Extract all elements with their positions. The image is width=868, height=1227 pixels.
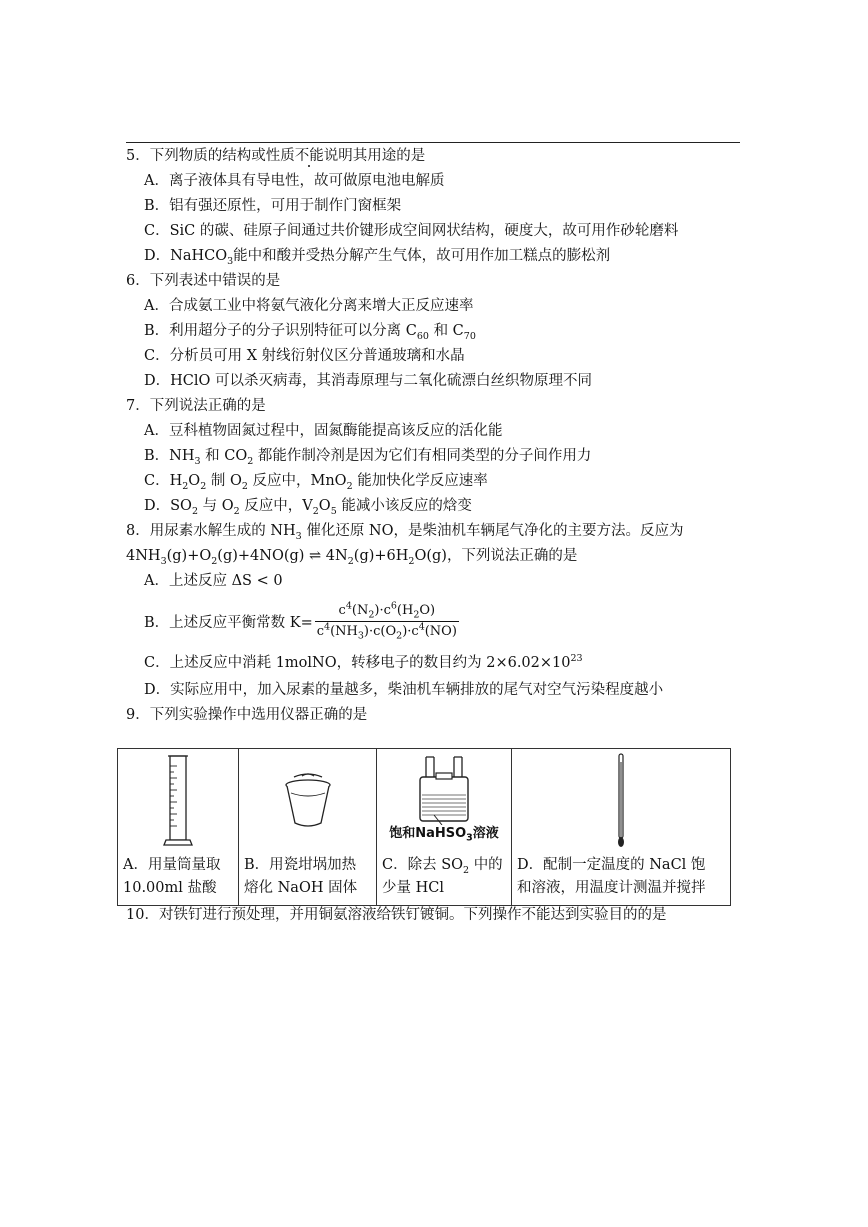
q8-option-c: C．上述反应中消耗 1molNO，转移电子的数目约为 $2\times 6.02\times 10^{23}$ (144, 653, 583, 671)
bottle-label: 饱和NaHSO$_3$溶液 (389, 826, 499, 844)
q5-option-d: D．NaHCO$_3$能中和酸并受热分解产生气体，故可用作加工糕点的膨松剂 (144, 248, 611, 267)
q9-stem: 9．下列实验操作中选用仪器正确的是 (126, 707, 368, 723)
q5-option-c: C．SiC 的碳、硅原子间通过共价键形成空间网状结构，硬度大，故可用作砂轮磨料 (144, 223, 679, 239)
q10-stem: 10．对铁钉进行预处理，并用铜氨溶液给铁钉镀铜。下列操作不能达到实验目的的是 (126, 907, 667, 923)
cell-thermometer (512, 749, 731, 906)
q7-option-a: A．豆科植物固氮过程中，固氮酶能提高该反应的活化能 (144, 423, 503, 439)
instrument-table (117, 748, 731, 906)
equilibrium-constant-fraction: $\frac{c^4(N_2)\cdot c^6(H_2O)}{c^4(NH_3)\cdot c(O_2)\cdot c^4(NO)}$ (316, 600, 457, 642)
q8-option-b: B．上述反应平衡常数 K= $\frac{c^4(N_2)\cdot c^6(H_2O)}{c^4(NH_3)\cdot c(O_2)\cdot c^4(NO)}$ (144, 600, 457, 642)
q8-equation: $4NH_3(g)+O_2(g)+4NO(g)$ ⇌ $4N_2(g)+6H_2O(g)$，下列说法正确的是 (126, 548, 578, 567)
q6-option-b: B．利用超分子的分子识别特征可以分离 $C_{60}$ 和 $C_{70}$ (144, 323, 476, 342)
q6-stem: 6．下列表述中错误的是 (126, 273, 281, 289)
top-rule (126, 142, 740, 143)
gas-washing-bottle-icon (414, 753, 474, 825)
q8-stem: 8．用尿素水解生成的 $NH_3$ 催化还原 NO，是柴油机车辆尾气净化的主要方法。反应为 (126, 523, 684, 542)
question-block (126, 144, 741, 728)
q6-option-a: A．合成氨工业中将氨气液化分离来增大正反应速率 (144, 298, 474, 314)
q5-stem: 5．下列物质的结构或性质不能说明其用途的是 (126, 148, 426, 164)
q5-option-b: B．铝有强还原性，可用于制作门窗框架 (144, 198, 402, 214)
q5-option-a: A．离子液体具有导电性，故可做原电池电解质 (144, 173, 445, 189)
caption-b: B．用瓷坩埚加热 熔化 NaOH 固体 (244, 857, 358, 896)
cell-crucible (239, 749, 377, 906)
cell-wash-bottle (377, 749, 512, 906)
caption-c: C．除去 $SO_2$ 中的 少量 HCl (382, 857, 503, 896)
crucible-icon (280, 771, 336, 831)
caption-a: A．用量筒量取 10.00ml 盐酸 (123, 857, 221, 896)
q8-option-a: A．上述反应 ΔS < 0 (144, 573, 283, 589)
q7-stem: 7．下列说法正确的是 (126, 398, 266, 414)
caption-d: D．配制一定温度的 NaCl 饱 和溶液，用温度计测温并搅拌 (517, 857, 706, 896)
q6-option-c: C．分析员可用 X 射线衍射仪区分普通玻璃和水晶 (144, 348, 465, 364)
q8-option-d: D．实际应用中，加入尿素的量越多，柴油机车辆排放的尾气对空气污染程度越小 (144, 682, 664, 698)
q6-option-d: D．HClO 可以杀灭病毒，其消毒原理与二氧化硫漂白丝织物原理不同 (144, 373, 592, 389)
q7-option-c: C．$H_2O_2$ 制 $O_2$ 反应中，MnO$_2$ 能加快化学反应速率 (144, 473, 488, 492)
cell-cylinder (118, 749, 239, 906)
q7-option-b: B．$NH_3$ 和 $CO_2$ 都能作制冷剂是因为它们有相同类型的分子间作用力 (144, 448, 592, 467)
q7-option-d: D．$SO_2$ 与 $O_2$ 反应中，$V_2O_5$ 能减小该反应的焓变 (144, 498, 472, 517)
thermometer-icon (611, 752, 631, 850)
graduated-cylinder-icon (158, 752, 198, 850)
